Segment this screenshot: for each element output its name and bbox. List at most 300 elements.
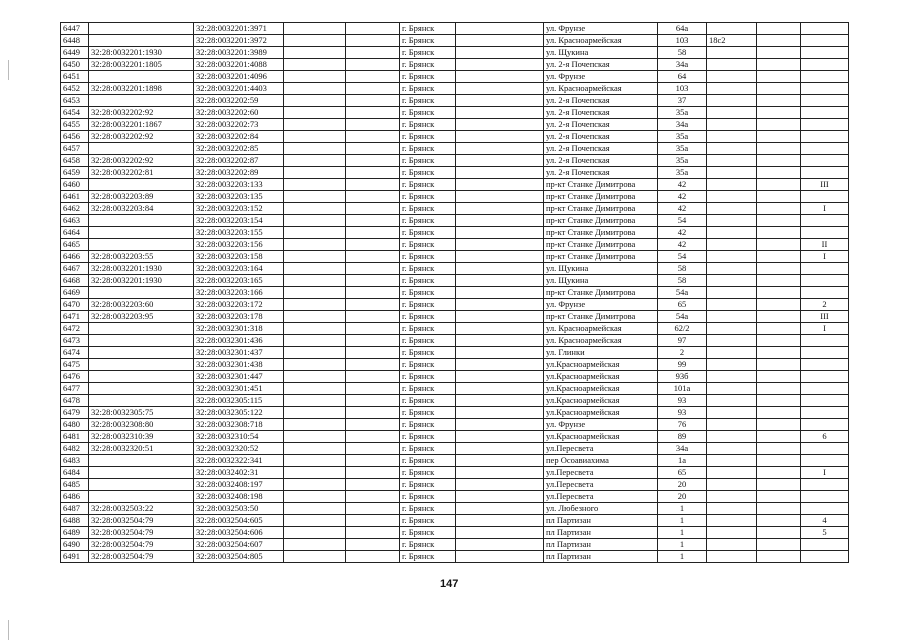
empty-cell: [757, 359, 801, 371]
street: ул. 2-я Почепская: [544, 59, 658, 71]
empty-cell: [456, 239, 544, 251]
empty-cell: [284, 47, 346, 59]
cadastral-number: 32:28:0032301:438: [194, 359, 284, 371]
empty-cell: [346, 479, 400, 491]
empty-cell: [346, 527, 400, 539]
prior-cadastral-number: [89, 359, 194, 371]
empty-cell: [284, 299, 346, 311]
city: г. Брянск: [400, 479, 456, 491]
street: ул. Фрунзе: [544, 299, 658, 311]
row-number: 6474: [61, 347, 89, 359]
cadastral-number: 32:28:0032202:84: [194, 131, 284, 143]
empty-cell: [757, 299, 801, 311]
street: ул. Фрунзе: [544, 23, 658, 35]
house-number: 35а: [658, 131, 707, 143]
empty-cell: [456, 479, 544, 491]
table-row: [61, 515, 849, 527]
empty-cell: [456, 131, 544, 143]
empty-cell: [757, 347, 801, 359]
row-number: 6452: [61, 83, 89, 95]
street: ул. Фрунзе: [544, 419, 658, 431]
row-number: 6475: [61, 359, 89, 371]
building-number: [707, 431, 757, 443]
prior-cadastral-number: [89, 467, 194, 479]
city: г. Брянск: [400, 455, 456, 467]
house-number: 103: [658, 83, 707, 95]
row-number: 6448: [61, 35, 89, 47]
empty-cell: [346, 347, 400, 359]
city: г. Брянск: [400, 251, 456, 263]
cadastral-number: 32:28:0032202:73: [194, 119, 284, 131]
row-number: 6457: [61, 143, 89, 155]
row-number: 6484: [61, 467, 89, 479]
empty-cell: [346, 299, 400, 311]
street: пер Осоавиахима: [544, 455, 658, 467]
empty-cell: [346, 335, 400, 347]
empty-cell: [456, 119, 544, 131]
table-row: [61, 419, 849, 431]
city: г. Брянск: [400, 215, 456, 227]
city: г. Брянск: [400, 263, 456, 275]
table-row: [61, 539, 849, 551]
building-number: [707, 407, 757, 419]
city: г. Брянск: [400, 503, 456, 515]
empty-cell: [456, 323, 544, 335]
table-row: [61, 275, 849, 287]
empty-cell: [456, 167, 544, 179]
city: г. Брянск: [400, 203, 456, 215]
table-row: [61, 443, 849, 455]
empty-cell: [346, 467, 400, 479]
building-number: [707, 71, 757, 83]
house-number: 64: [658, 71, 707, 83]
prior-cadastral-number: [89, 323, 194, 335]
empty-cell: [757, 371, 801, 383]
apartment-number: I: [801, 251, 849, 263]
apartment-number: [801, 383, 849, 395]
table-row: [61, 479, 849, 491]
building-number: [707, 479, 757, 491]
building-number: [707, 491, 757, 503]
house-number: 103: [658, 35, 707, 47]
cadastral-number: 32:28:0032203:152: [194, 203, 284, 215]
empty-cell: [346, 371, 400, 383]
table-row: [61, 287, 849, 299]
row-number: 6490: [61, 539, 89, 551]
city: г. Брянск: [400, 491, 456, 503]
street: ул.Пересвета: [544, 479, 658, 491]
city: г. Брянск: [400, 83, 456, 95]
cadastral-number: 32:28:0032201:3989: [194, 47, 284, 59]
city: г. Брянск: [400, 359, 456, 371]
empty-cell: [757, 131, 801, 143]
cadastral-number: 32:28:0032301:437: [194, 347, 284, 359]
prior-cadastral-number: [89, 179, 194, 191]
prior-cadastral-number: 32:28:0032504:79: [89, 515, 194, 527]
table-row: [61, 383, 849, 395]
cadastral-number: 32:28:0032203:133: [194, 179, 284, 191]
city: г. Брянск: [400, 371, 456, 383]
building-number: [707, 191, 757, 203]
cadastral-number: 32:28:0032301:447: [194, 371, 284, 383]
building-number: [707, 503, 757, 515]
empty-cell: [456, 299, 544, 311]
apartment-number: [801, 395, 849, 407]
table-row: [61, 299, 849, 311]
prior-cadastral-number: [89, 395, 194, 407]
house-number: 1: [658, 551, 707, 563]
prior-cadastral-number: 32:28:0032203:95: [89, 311, 194, 323]
row-number: 6447: [61, 23, 89, 35]
empty-cell: [284, 275, 346, 287]
prior-cadastral-number: 32:28:0032201:1867: [89, 119, 194, 131]
row-number: 6464: [61, 227, 89, 239]
building-number: [707, 107, 757, 119]
row-number: 6482: [61, 443, 89, 455]
street: ул. Щукина: [544, 47, 658, 59]
street: ул. 2-я Почепская: [544, 143, 658, 155]
prior-cadastral-number: [89, 23, 194, 35]
prior-cadastral-number: [89, 143, 194, 155]
cadastral-number: 32:28:0032201:4088: [194, 59, 284, 71]
apartment-number: [801, 119, 849, 131]
table-row: [61, 347, 849, 359]
prior-cadastral-number: 32:28:0032203:89: [89, 191, 194, 203]
street: ул. Щукина: [544, 263, 658, 275]
table-row: [61, 431, 849, 443]
cadastral-number: 32:28:0032203:154: [194, 215, 284, 227]
building-number: [707, 119, 757, 131]
prior-cadastral-number: [89, 455, 194, 467]
street: ул. 2-я Почепская: [544, 95, 658, 107]
row-number: 6454: [61, 107, 89, 119]
house-number: 58: [658, 263, 707, 275]
building-number: [707, 227, 757, 239]
city: г. Брянск: [400, 395, 456, 407]
prior-cadastral-number: [89, 227, 194, 239]
building-number: [707, 203, 757, 215]
city: г. Брянск: [400, 47, 456, 59]
empty-cell: [284, 179, 346, 191]
empty-cell: [757, 35, 801, 47]
empty-cell: [757, 215, 801, 227]
table-row: [61, 191, 849, 203]
prior-cadastral-number: [89, 383, 194, 395]
cadastral-number: 32:28:0032203:164: [194, 263, 284, 275]
house-number: 1: [658, 539, 707, 551]
empty-cell: [284, 83, 346, 95]
empty-cell: [284, 431, 346, 443]
prior-cadastral-number: [89, 371, 194, 383]
street: ул.Пересвета: [544, 467, 658, 479]
empty-cell: [456, 419, 544, 431]
empty-cell: [456, 47, 544, 59]
house-number: 93: [658, 407, 707, 419]
empty-cell: [284, 323, 346, 335]
empty-cell: [346, 251, 400, 263]
apartment-number: [801, 143, 849, 155]
empty-cell: [456, 395, 544, 407]
house-number: 35а: [658, 107, 707, 119]
apartment-number: [801, 155, 849, 167]
prior-cadastral-number: 32:28:0032504:79: [89, 551, 194, 563]
cadastral-number: 32:28:0032202:60: [194, 107, 284, 119]
empty-cell: [346, 443, 400, 455]
empty-cell: [456, 227, 544, 239]
empty-cell: [456, 503, 544, 515]
empty-cell: [346, 491, 400, 503]
cadastral-number: 32:28:0032504:805: [194, 551, 284, 563]
table-row: [61, 119, 849, 131]
building-number: [707, 455, 757, 467]
house-number: 34а: [658, 59, 707, 71]
empty-cell: [757, 203, 801, 215]
prior-cadastral-number: [89, 491, 194, 503]
empty-cell: [284, 95, 346, 107]
apartment-number: [801, 419, 849, 431]
row-number: 6456: [61, 131, 89, 143]
street: пл Партизан: [544, 527, 658, 539]
city: г. Брянск: [400, 431, 456, 443]
apartment-number: [801, 215, 849, 227]
house-number: 58: [658, 47, 707, 59]
row-number: 6453: [61, 95, 89, 107]
table-row: [61, 71, 849, 83]
row-number: 6472: [61, 323, 89, 335]
street: ул. Красноармейская: [544, 35, 658, 47]
prior-cadastral-number: 32:28:0032504:79: [89, 527, 194, 539]
empty-cell: [757, 335, 801, 347]
city: г. Брянск: [400, 551, 456, 563]
empty-cell: [346, 107, 400, 119]
empty-cell: [757, 443, 801, 455]
prior-cadastral-number: [89, 479, 194, 491]
prior-cadastral-number: [89, 215, 194, 227]
table-row: [61, 59, 849, 71]
empty-cell: [456, 491, 544, 503]
empty-cell: [346, 539, 400, 551]
city: г. Брянск: [400, 515, 456, 527]
empty-cell: [757, 539, 801, 551]
street: ул. Глинки: [544, 347, 658, 359]
empty-cell: [284, 239, 346, 251]
empty-cell: [346, 503, 400, 515]
house-number: 65: [658, 299, 707, 311]
apartment-number: [801, 371, 849, 383]
empty-cell: [456, 83, 544, 95]
city: г. Брянск: [400, 539, 456, 551]
apartment-number: [801, 479, 849, 491]
house-number: 1: [658, 527, 707, 539]
empty-cell: [346, 59, 400, 71]
empty-cell: [284, 251, 346, 263]
empty-cell: [456, 155, 544, 167]
apartment-number: [801, 539, 849, 551]
house-number: 34а: [658, 443, 707, 455]
city: г. Брянск: [400, 467, 456, 479]
building-number: [707, 347, 757, 359]
building-number: [707, 215, 757, 227]
city: г. Брянск: [400, 23, 456, 35]
empty-cell: [757, 47, 801, 59]
table-row: [61, 503, 849, 515]
empty-cell: [757, 23, 801, 35]
house-number: 20: [658, 491, 707, 503]
house-number: 93: [658, 395, 707, 407]
city: г. Брянск: [400, 347, 456, 359]
table-row: [61, 263, 849, 275]
table-row: [61, 251, 849, 263]
empty-cell: [456, 263, 544, 275]
empty-cell: [346, 95, 400, 107]
table-row: [61, 47, 849, 59]
apartment-number: [801, 407, 849, 419]
row-number: 6471: [61, 311, 89, 323]
row-number: 6486: [61, 491, 89, 503]
table-row: [61, 203, 849, 215]
house-number: 99: [658, 359, 707, 371]
row-number: 6485: [61, 479, 89, 491]
apartment-number: [801, 503, 849, 515]
empty-cell: [346, 455, 400, 467]
prior-cadastral-number: 32:28:0032202:81: [89, 167, 194, 179]
street: пр-кт Станке Димитрова: [544, 287, 658, 299]
empty-cell: [757, 515, 801, 527]
table-row: [61, 35, 849, 47]
cadastral-number: 32:28:0032322:341: [194, 455, 284, 467]
street: ул. 2-я Почепская: [544, 155, 658, 167]
row-number: 6463: [61, 215, 89, 227]
empty-cell: [346, 179, 400, 191]
table-row: [61, 167, 849, 179]
empty-cell: [757, 455, 801, 467]
street: ул. Щукина: [544, 275, 658, 287]
empty-cell: [284, 383, 346, 395]
empty-cell: [757, 143, 801, 155]
cadastral-number: 32:28:0032203:172: [194, 299, 284, 311]
empty-cell: [757, 419, 801, 431]
prior-cadastral-number: [89, 35, 194, 47]
empty-cell: [346, 395, 400, 407]
cadastral-number: 32:28:0032202:89: [194, 167, 284, 179]
table-row: [61, 371, 849, 383]
city: г. Брянск: [400, 383, 456, 395]
street: ул. 2-я Почепская: [544, 119, 658, 131]
city: г. Брянск: [400, 407, 456, 419]
apartment-number: I: [801, 323, 849, 335]
empty-cell: [456, 95, 544, 107]
building-number: [707, 299, 757, 311]
cadastral-number: 32:28:0032203:166: [194, 287, 284, 299]
empty-cell: [346, 431, 400, 443]
empty-cell: [456, 215, 544, 227]
building-number: [707, 527, 757, 539]
empty-cell: [757, 275, 801, 287]
table-row: [61, 179, 849, 191]
apartment-number: [801, 167, 849, 179]
row-number: 6459: [61, 167, 89, 179]
building-number: [707, 275, 757, 287]
apartment-number: II: [801, 239, 849, 251]
empty-cell: [284, 527, 346, 539]
empty-cell: [456, 347, 544, 359]
scan-edge-mark: [8, 620, 9, 640]
house-number: 35а: [658, 143, 707, 155]
empty-cell: [757, 251, 801, 263]
empty-cell: [284, 407, 346, 419]
empty-cell: [346, 155, 400, 167]
table-row: [61, 215, 849, 227]
row-number: 6488: [61, 515, 89, 527]
empty-cell: [284, 35, 346, 47]
empty-cell: [757, 491, 801, 503]
empty-cell: [284, 467, 346, 479]
city: г. Брянск: [400, 299, 456, 311]
building-number: [707, 155, 757, 167]
city: г. Брянск: [400, 155, 456, 167]
empty-cell: [456, 383, 544, 395]
street: ул.Красноармейская: [544, 431, 658, 443]
cadastral-number: 32:28:0032201:4403: [194, 83, 284, 95]
empty-cell: [284, 359, 346, 371]
prior-cadastral-number: 32:28:0032310:39: [89, 431, 194, 443]
apartment-number: [801, 107, 849, 119]
prior-cadastral-number: 32:28:0032201:1930: [89, 263, 194, 275]
empty-cell: [346, 239, 400, 251]
cadastral-number: 32:28:0032202:85: [194, 143, 284, 155]
apartment-number: III: [801, 179, 849, 191]
cadastral-number: 32:28:0032308:718: [194, 419, 284, 431]
cadastral-number: 32:28:0032408:197: [194, 479, 284, 491]
empty-cell: [346, 263, 400, 275]
street: пр-кт Станке Димитрова: [544, 239, 658, 251]
city: г. Брянск: [400, 35, 456, 47]
building-number: [707, 539, 757, 551]
apartment-number: 2: [801, 299, 849, 311]
apartment-number: [801, 47, 849, 59]
row-number: 6477: [61, 383, 89, 395]
empty-cell: [284, 371, 346, 383]
row-number: 6491: [61, 551, 89, 563]
table-row: [61, 395, 849, 407]
street: пл Партизан: [544, 515, 658, 527]
building-number: [707, 287, 757, 299]
building-number: [707, 443, 757, 455]
empty-cell: [757, 71, 801, 83]
street: ул. Красноармейская: [544, 335, 658, 347]
empty-cell: [284, 71, 346, 83]
empty-cell: [456, 359, 544, 371]
cadastral-number: 32:28:0032203:155: [194, 227, 284, 239]
cadastral-number: 32:28:0032201:3972: [194, 35, 284, 47]
building-number: [707, 359, 757, 371]
empty-cell: [456, 335, 544, 347]
apartment-number: [801, 71, 849, 83]
apartment-number: [801, 455, 849, 467]
city: г. Брянск: [400, 131, 456, 143]
empty-cell: [284, 215, 346, 227]
house-number: 35а: [658, 167, 707, 179]
prior-cadastral-number: 32:28:0032201:1930: [89, 275, 194, 287]
apartment-number: [801, 287, 849, 299]
empty-cell: [346, 83, 400, 95]
empty-cell: [284, 143, 346, 155]
row-number: 6458: [61, 155, 89, 167]
cadastral-number: 32:28:0032203:156: [194, 239, 284, 251]
empty-cell: [284, 419, 346, 431]
house-number: 54а: [658, 287, 707, 299]
table-row: [61, 239, 849, 251]
